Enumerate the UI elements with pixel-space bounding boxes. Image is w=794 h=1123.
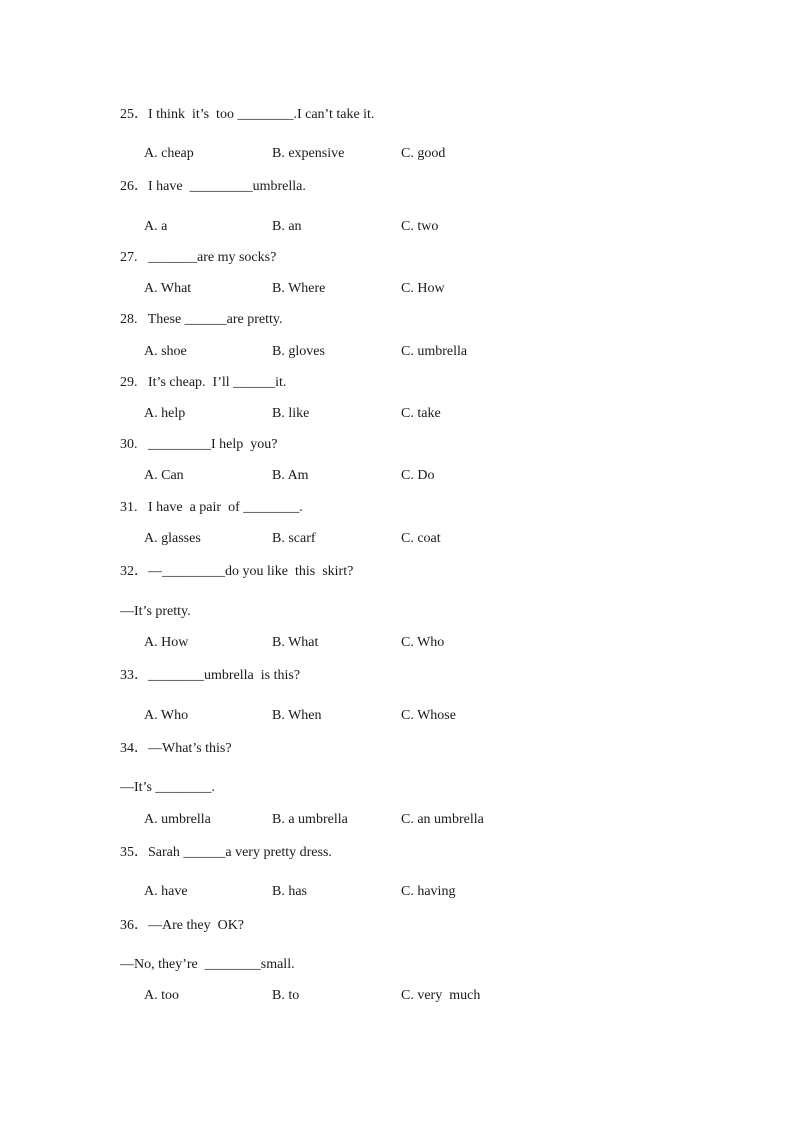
question-36-option-a: A. too <box>144 988 179 1003</box>
question-32-stem: 32．—_________do you like this skirt? <box>120 564 354 579</box>
question-34-option-c: C. an umbrella <box>401 812 484 827</box>
question-34-stem: 34．—What’s this? <box>120 741 232 756</box>
question-36-response: —No, they’re ________small. <box>120 957 295 972</box>
question-28-option-c: C. umbrella <box>401 344 468 359</box>
question-34-response: —It’s ________. <box>120 780 215 795</box>
question-33-option-c: C. Whose <box>401 708 456 723</box>
question-27-option-c: C. How <box>401 281 445 296</box>
question-35-stem: 35．Sarah ______a very pretty dress. <box>120 845 332 860</box>
question-35-option-c: C. having <box>401 884 456 899</box>
question-25-option-c: C. good <box>401 146 446 161</box>
question-35-option-a: A. have <box>144 884 188 899</box>
question-35-option-b: B. has <box>272 884 307 899</box>
question-33-option-a: A. Who <box>144 708 189 723</box>
question-34-option-b: B. a umbrella <box>272 812 348 827</box>
question-30-stem: 30. _________I help you? <box>120 437 278 452</box>
question-30-option-b: B. Am <box>272 468 309 483</box>
question-29-option-b: B. like <box>272 406 310 421</box>
question-28-option-a: A. shoe <box>144 344 187 359</box>
question-29-option-a: A. help <box>144 406 186 421</box>
question-32-option-a: A. How <box>144 635 189 650</box>
question-25-option-a: A. cheap <box>144 146 194 161</box>
question-25-option-b: B. expensive <box>272 146 345 161</box>
question-32-option-c: C. Who <box>401 635 445 650</box>
question-26-option-a: A. a <box>144 219 168 234</box>
question-33-stem: 33．________umbrella is this? <box>120 668 301 683</box>
question-25-stem: 25．I think it’s too ________.I can’t take it. <box>120 107 375 122</box>
question-32-response: —It’s pretty. <box>120 604 191 619</box>
question-28-stem: 28. These ______are pretty. <box>120 312 283 327</box>
question-27-option-b: B. Where <box>272 281 326 296</box>
question-26-stem: 26．I have _________umbrella. <box>120 179 306 194</box>
question-36-option-c: C. very much <box>401 988 481 1003</box>
question-31-option-a: A. glasses <box>144 531 201 546</box>
question-31-stem: 31. I have a pair of ________. <box>120 500 303 515</box>
question-29-stem: 29. It’s cheap. I’ll ______it. <box>120 375 287 390</box>
question-26-option-b: B. an <box>272 219 302 234</box>
question-36-stem: 36．—Are they OK? <box>120 918 245 933</box>
question-27-stem: 27. _______are my socks? <box>120 250 277 265</box>
question-32-option-b: B. What <box>272 635 319 650</box>
question-28-option-b: B. gloves <box>272 344 325 359</box>
question-31-option-c: C. coat <box>401 531 441 546</box>
question-34-option-a: A. umbrella <box>144 812 211 827</box>
question-33-option-b: B. When <box>272 708 322 723</box>
question-27-option-a: A. What <box>144 281 192 296</box>
question-29-option-c: C. take <box>401 406 441 421</box>
question-30-option-a: A. Can <box>144 468 184 483</box>
question-31-option-b: B. scarf <box>272 531 316 546</box>
question-26-option-c: C. two <box>401 219 439 234</box>
question-36-option-b: B. to <box>272 988 300 1003</box>
question-30-option-c: C. Do <box>401 468 435 483</box>
